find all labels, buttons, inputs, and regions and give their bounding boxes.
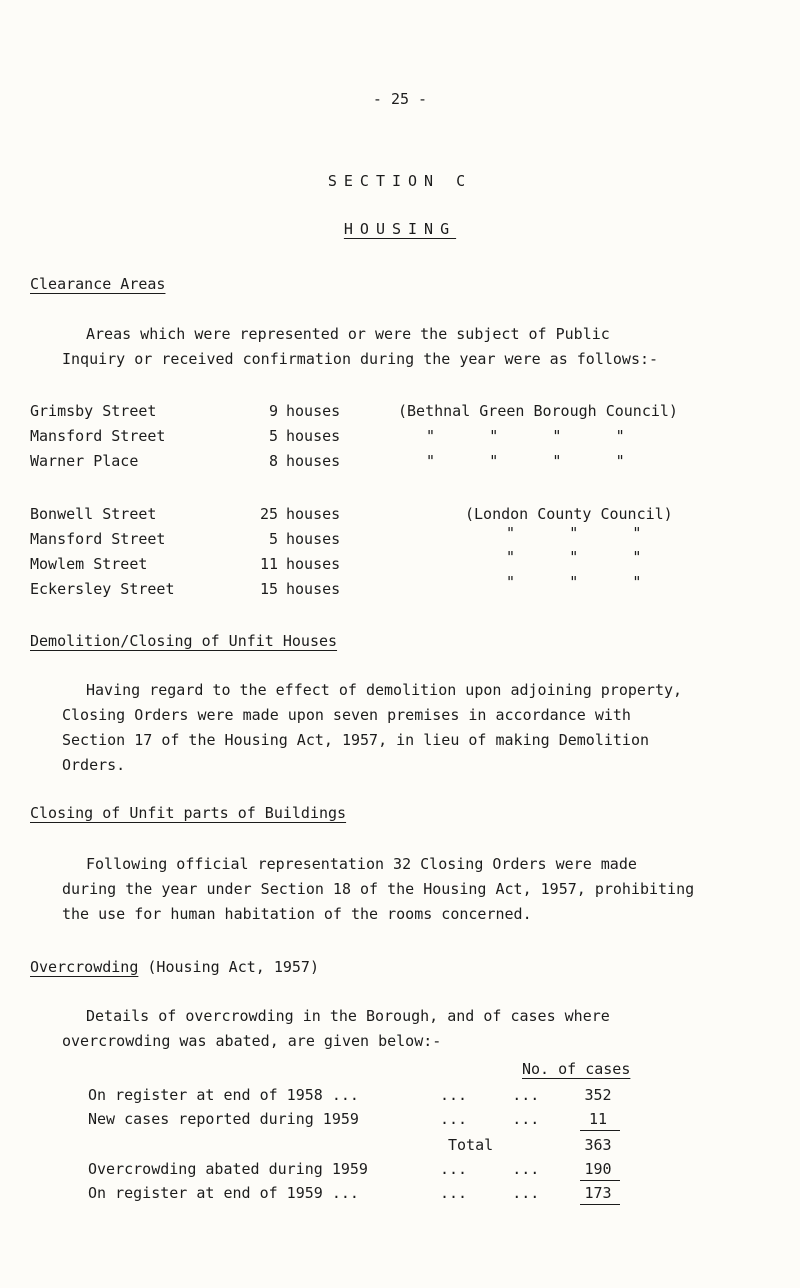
section-title: SECTION C [327, 172, 473, 190]
demolition-heading: Demolition/Closing of Unfit Houses [30, 632, 338, 650]
clearance-intro-line: Inquiry or received confirmation during the year were as follows:- [62, 350, 659, 368]
house-count: 5 [268, 530, 278, 548]
house-count: 8 [268, 452, 278, 470]
street-name: Mowlem Street [30, 555, 148, 573]
demolition-paragraph [62, 678, 800, 778]
overcrowding-heading-suffix: (Housing Act, 1957) [147, 958, 319, 976]
paragraph-line: Orders. [62, 756, 126, 774]
street-name: Mansford Street [30, 530, 166, 548]
page-number: - 25 - [372, 90, 428, 108]
house-count: 9 [268, 402, 278, 420]
column-header: No. of cases [522, 1060, 631, 1078]
row-label: Overcrowding abated during 1959 [88, 1160, 368, 1178]
authority: (Bethnal Green Borough Council) [398, 402, 678, 420]
row-label: On register at end of 1959 ... [88, 1184, 359, 1202]
house-unit: houses [286, 402, 341, 420]
street-name: Warner Place [30, 452, 139, 470]
row-dots: ... ... [440, 1086, 540, 1104]
sum-rule [580, 1130, 620, 1131]
paragraph-line: the use for human habitation of the rooms concerned. [62, 905, 532, 923]
section-subtitle: HOUSING [343, 220, 457, 238]
ditto-marks: " " " " [426, 452, 625, 470]
house-unit: houses [286, 530, 341, 548]
ditto-marks: " " " " [426, 427, 625, 445]
house-unit: houses [286, 555, 341, 573]
house-unit: houses [286, 427, 341, 445]
ditto-marks: " " " [506, 548, 642, 566]
sum-rule [580, 1204, 620, 1205]
closing-parts-heading: Closing of Unfit parts of Buildings [30, 804, 347, 822]
overcrowding-paragraph [62, 1004, 800, 1054]
row-value: 11 [588, 1110, 608, 1128]
clearance-intro-line: Areas which were represented or were the subject of Public [86, 325, 610, 343]
street-name: Grimsby Street [30, 402, 157, 420]
ditto-marks: " " " [506, 524, 642, 542]
overcrowding-heading-wrap [30, 958, 319, 976]
row-dots: ... ... [440, 1110, 540, 1128]
street-name: Bonwell Street [30, 505, 157, 523]
overcrowding-heading: Overcrowding [30, 958, 139, 976]
row-dots: ... ... [440, 1160, 540, 1178]
clearance-intro [62, 322, 800, 372]
row-label: On register at end of 1958 ... [88, 1086, 359, 1104]
street-name: Eckersley Street [30, 580, 175, 598]
authority: (London County Council) [465, 505, 673, 523]
street-name: Mansford Street [30, 427, 166, 445]
paragraph-line: Following official representation 32 Closing Orders were made [86, 855, 637, 873]
total-label: Total [448, 1136, 494, 1154]
row-value: 363 [584, 1136, 612, 1154]
house-count: 5 [268, 427, 278, 445]
row-value: 173 [584, 1184, 612, 1202]
clearance-heading: Clearance Areas [30, 275, 166, 293]
paragraph-line: Having regard to the effect of demolition upon adjoining property, [86, 681, 683, 699]
row-value: 352 [584, 1086, 612, 1104]
paragraph-line: overcrowding was abated, are given below:- [62, 1032, 442, 1050]
sum-rule [580, 1180, 620, 1181]
paragraph-line: Section 17 of the Housing Act, 1957, in lieu of making Demolition [62, 731, 649, 749]
paragraph-line: during the year under Section 18 of the Housing Act, 1957, prohibiting [62, 880, 695, 898]
house-unit: houses [286, 505, 341, 523]
house-unit: houses [286, 452, 341, 470]
house-count: 25 [259, 505, 278, 523]
closing-parts-paragraph [62, 852, 800, 927]
house-count: 11 [259, 555, 278, 573]
paragraph-line: Closing Orders were made upon seven premises in accordance with [62, 706, 631, 724]
house-unit: houses [286, 580, 341, 598]
ditto-marks: " " " [506, 573, 642, 591]
house-count: 15 [259, 580, 278, 598]
paragraph-line: Details of overcrowding in the Borough, and of cases where [86, 1007, 610, 1025]
row-dots: ... ... [440, 1184, 540, 1202]
row-value: 190 [584, 1160, 612, 1178]
row-label: New cases reported during 1959 [88, 1110, 359, 1128]
